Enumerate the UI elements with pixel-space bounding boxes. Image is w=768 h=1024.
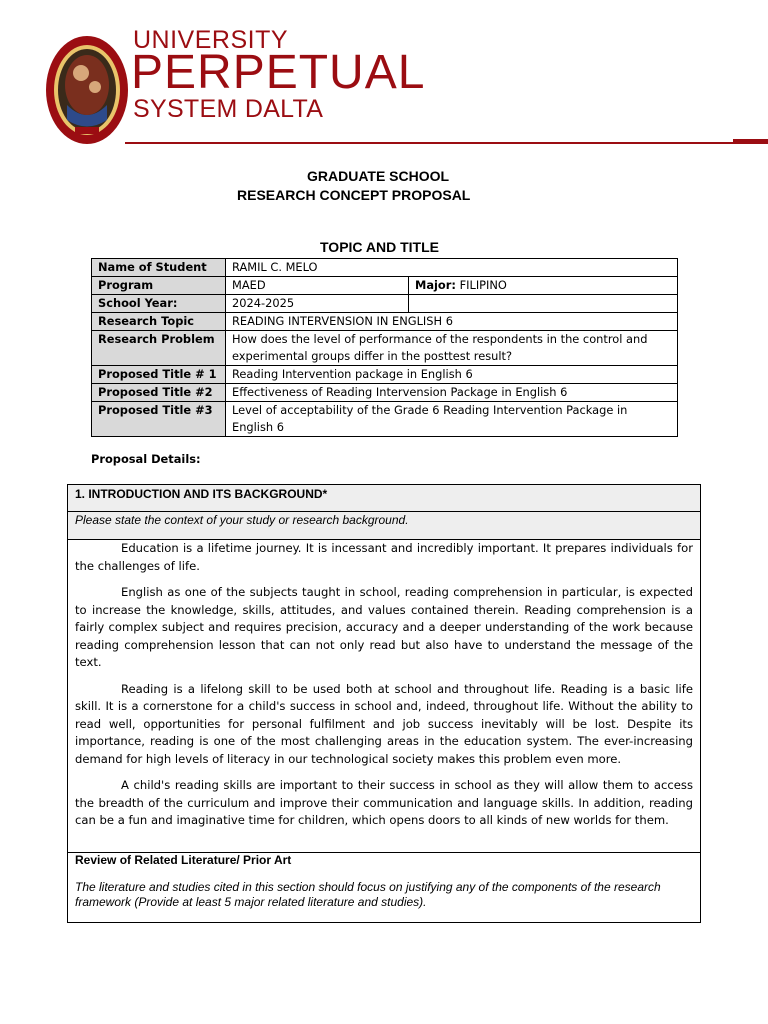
proposed-title-3-value: Level of acceptability of the Grade 6 Reading Intervention Package in English 6	[226, 402, 678, 437]
introduction-paragraph-3: Reading is a lifelong skill to be used both at school and throughout life. Reading is a basic life skill. It is a cornerstone for a child's success in school and, indeed, throughout life. Without the ability to read well, opportunities for personal fulfilment and job success inevitably will be lost. Despite its importance, reading is one of the most challenging areas in the education system. The ever-increasing demand for high levels of literacy in our technological society makes this problem even more.	[75, 681, 693, 766]
name-label: Name of Student	[92, 259, 226, 277]
introduction-header-box	[67, 484, 701, 540]
major-label: Major:	[415, 278, 456, 292]
major-value: FILIPINO	[459, 278, 507, 292]
proposed-title-2-value: Effectiveness of Reading Intervension Package in English 6	[226, 384, 678, 402]
divider	[68, 511, 700, 512]
empty-cell	[409, 295, 678, 313]
student-info-table	[91, 258, 678, 437]
school-year-label: School Year:	[92, 295, 226, 313]
research-problem-value: How does the level of performance of the respondents in the control and experimental groups differ in the posttest result?	[226, 331, 678, 366]
proposed-title-2-label: Proposed Title #2	[92, 384, 226, 402]
university-name-line2: PERPETUAL	[131, 46, 426, 99]
topic-title-heading: TOPIC AND TITLE	[320, 239, 439, 255]
proposed-title-1-value: Reading Intervention package in English 6	[226, 366, 678, 384]
introduction-title: 1. INTRODUCTION AND ITS BACKGROUND*	[75, 487, 328, 501]
table-row	[92, 259, 678, 277]
research-topic-value: READING INTERVENSION IN ENGLISH 6	[226, 313, 678, 331]
introduction-body-box	[67, 538, 701, 853]
letterhead-rule	[125, 142, 768, 144]
introduction-paragraph-2: English as one of the subjects taught in school, reading comprehension in particular, is expected to increase the knowledge, skills, attitudes, and values contained therein. Reading comprehension is a fairly complex subject and requires precision, accuracy and a deeper understanding of the work because reading comprehension lesson that can not only read but also have to understand the message of the text.	[75, 585, 693, 669]
proposed-title-1-label: Proposed Title # 1	[92, 366, 226, 384]
major-cell	[409, 277, 678, 295]
program-label: Program	[92, 277, 226, 295]
table-row	[92, 331, 678, 366]
literature-review-box	[67, 852, 701, 923]
introduction-paragraph-4: A child's reading skills are important to their success in school as they will allow them to access the breadth of the curriculum and improve their communication and language skills. In addition, reading can be a fun and imaginative time for children, which opens doors to all kinds of new worlds for them.	[75, 778, 693, 827]
program-value: MAED	[226, 277, 409, 295]
name-value: RAMIL C. MELO	[226, 259, 678, 277]
literature-review-instruction: The literature and studies cited in this section should focus on justifying any of the components of the research framework (Provide at least 5 major related literature and studies).	[75, 880, 661, 909]
research-problem-label: Research Problem	[92, 331, 226, 366]
university-seal-logo	[45, 35, 129, 145]
introduction-instruction: Please state the context of your study or research background.	[75, 513, 409, 527]
table-row	[92, 384, 678, 402]
table-row	[92, 402, 678, 437]
table-row	[92, 295, 678, 313]
literature-review-title: Review of Related Literature/ Prior Art	[75, 853, 292, 867]
letterhead-rule-accent	[733, 139, 768, 142]
research-topic-label: Research Topic	[92, 313, 226, 331]
proposed-title-3-label: Proposed Title #3	[92, 402, 226, 437]
document-title: RESEARCH CONCEPT PROPOSAL	[237, 187, 471, 203]
table-row	[92, 366, 678, 384]
proposal-details-label: Proposal Details:	[91, 452, 201, 466]
introduction-body	[75, 540, 693, 839]
university-name-line3: SYSTEM DALTA	[133, 95, 324, 123]
table-row	[92, 277, 678, 295]
school-heading: GRADUATE SCHOOL	[307, 168, 450, 184]
university-name-line1: UNIVERSITY	[133, 26, 289, 54]
introduction-paragraph-1: Education is a lifetime journey. It is incessant and incredibly important. It prepares individuals for the challenges of life.	[75, 541, 693, 573]
table-row	[92, 313, 678, 331]
school-year-value: 2024-2025	[226, 295, 409, 313]
